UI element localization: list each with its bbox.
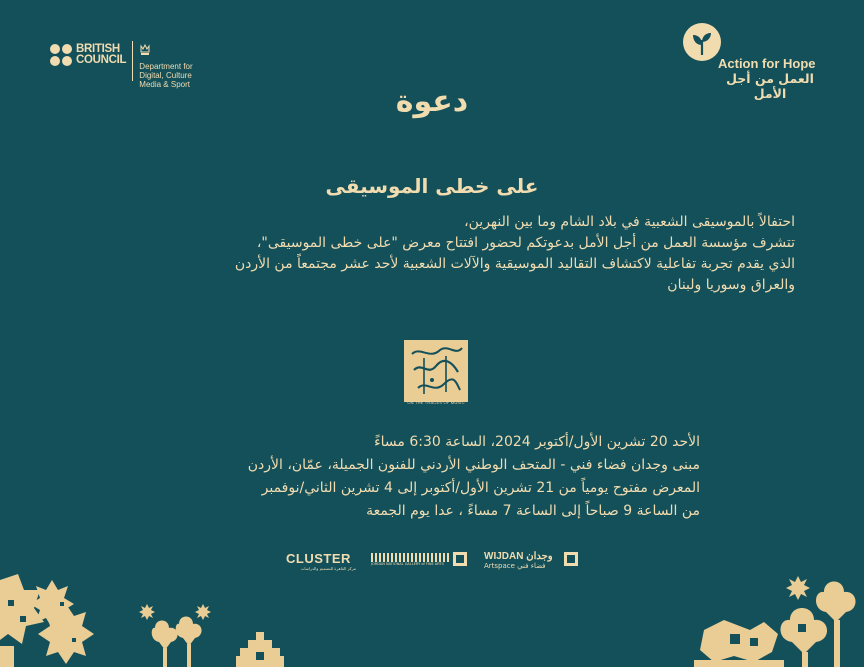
event-details — [160, 431, 700, 523]
event-date: الأحد 20 تشرين الأول/أكتوبر 2024، الساعة 6:30 مساءً — [374, 434, 700, 450]
dcms-name: Department for Digital, Culture Media & Sport — [139, 62, 193, 89]
invitation-title: دعوة — [395, 84, 469, 119]
wijdan-square-icon — [564, 552, 578, 566]
intro-line: احتفالاً بالموسيقى الشعبية في بلاد الشام وما بين النهرين، — [464, 214, 795, 230]
flower-motif-left — [135, 600, 225, 667]
british-council-dots-icon — [50, 44, 72, 66]
cluster-logo: CLUSTER مركز القاهرة للتصميم والدراسات — [286, 551, 356, 571]
action-for-hope-name-arabic: العمل من أجل الأمل — [726, 71, 814, 101]
action-for-hope-name: Action for Hope — [718, 56, 816, 71]
exhibition-title: على خطى الموسيقى — [325, 174, 539, 198]
national-gallery-logo: JORDAN NATIONAL GALLERY of FINE ARTS — [371, 548, 467, 576]
event-venue: مبنى وجدان فضاء فني - المتحف الوطني الأردني للفنون الجميلة، عمّان، الأردن — [247, 457, 700, 473]
british-council-logo — [50, 41, 193, 89]
exhibition-logo-caption: ON THE TRACES OF MUSIC — [407, 400, 465, 405]
wijdan-logo: WIJDAN وجدان Artspace فضاء فني — [484, 548, 578, 576]
royal-crest-icon — [139, 44, 151, 56]
opening-hours: من الساعة 9 صباحاً إلى الساعة 7 مساءً ، عدا يوم الجمعة — [366, 503, 700, 519]
embroidery-pattern-right — [694, 574, 864, 667]
action-for-hope-logo-icon — [683, 23, 721, 61]
british-council-name: BRITISH COUNCIL — [76, 43, 127, 66]
gallery-arabic-wordmark — [371, 553, 449, 562]
plant-icon — [683, 23, 721, 61]
intro-line: الذي يقدم تجربة تفاعلية لاكتشاف التقاليد الموسيقية والآلات الشعبية لأحد عشر مجتمعاً من الأردن — [234, 256, 795, 272]
partner-logos — [286, 548, 578, 576]
intro-line: تتشرف مؤسسة العمل من أجل الأمل بدعوتكم لحضور افتتاح معرض "على خطى الموسيقى"، — [256, 235, 795, 251]
intro-line: والعراق وسوريا ولبنان — [667, 277, 795, 293]
exhibition-logo — [400, 336, 472, 408]
gallery-square-icon — [453, 552, 467, 566]
geometric-motif — [236, 632, 284, 667]
intro-paragraph — [150, 212, 795, 296]
exhibition-dates: المعرض مفتوح يومياً من 21 تشرين الأول/أكتوبر إلى 4 تشرين الثاني/نوفمبر — [261, 480, 700, 496]
logo-divider — [132, 41, 133, 81]
